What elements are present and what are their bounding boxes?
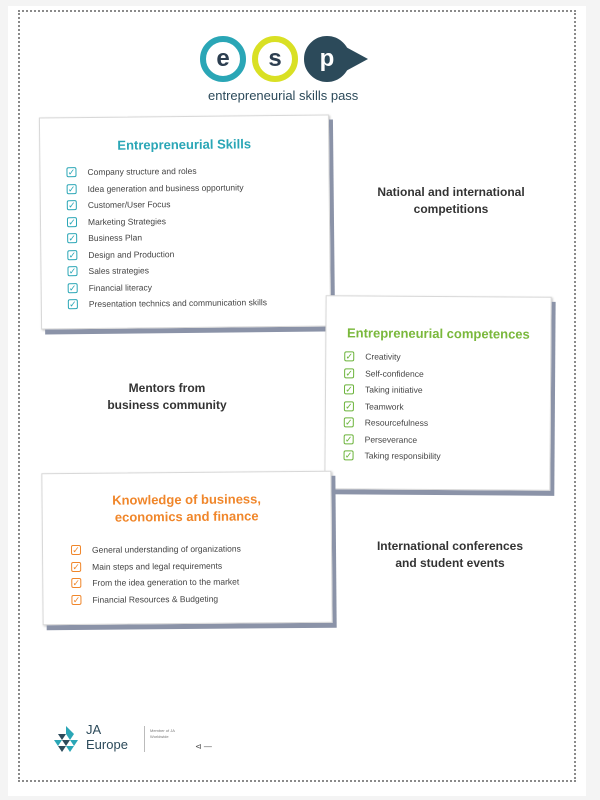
card-title: Entrepreneurial competences <box>346 325 530 342</box>
list-item-label: Design and Production <box>88 248 175 260</box>
arrow-icon: ⊲ — <box>195 742 212 751</box>
list-item-label: Idea generation and business opportunity <box>87 182 244 194</box>
ja-text-line-1: JA <box>86 722 102 737</box>
checkbox-checked-icon: ✓ <box>344 434 353 445</box>
knowledge-list <box>71 541 241 608</box>
card-title-line-1: Knowledge of business, <box>112 491 262 508</box>
list-item-label: Presentation technics and communication skills <box>88 297 268 310</box>
mentors-line-1: Mentors from <box>128 381 206 395</box>
checkbox-checked-icon: ✓ <box>68 266 77 277</box>
conferences-line-2: and student events <box>395 556 505 570</box>
list-item-label: Main steps and legal requirements <box>92 560 223 572</box>
list-item-label: Taking initiative <box>364 384 423 396</box>
list-item <box>344 447 441 464</box>
logo-letter-p: p <box>304 36 350 82</box>
mentors-line-2: business community <box>107 398 227 412</box>
list-item-label: Creativity <box>365 351 401 362</box>
checkbox-checked-icon: ✓ <box>344 417 353 428</box>
competences-list <box>344 348 442 464</box>
list-item-label: Sales strategies <box>88 265 150 277</box>
skills-list <box>66 162 267 313</box>
list-item <box>344 348 441 365</box>
member-of-ja-worldwide-text: Member of JA Worldwide <box>150 728 175 739</box>
logo-tagline: entrepreneurial skills pass <box>208 88 359 103</box>
list-item <box>344 365 441 382</box>
list-item <box>71 541 241 559</box>
entrepreneurial-competences-card <box>324 295 551 491</box>
list-item <box>66 162 265 181</box>
checkbox-checked-icon: ✓ <box>72 594 81 605</box>
knowledge-business-card <box>41 471 332 626</box>
list-item <box>344 414 441 431</box>
checkbox-checked-icon: ✓ <box>72 578 81 589</box>
list-item-label: Perseverance <box>364 434 418 445</box>
list-item <box>68 278 267 297</box>
list-item-label: Company structure and roles <box>87 166 197 178</box>
list-item-label: General understanding of organizations <box>91 543 241 556</box>
list-item-label: Teamwork <box>364 401 404 412</box>
list-item-label: Business Plan <box>88 232 143 244</box>
checkbox-checked-icon: ✓ <box>345 368 353 379</box>
footer-divider <box>144 726 145 752</box>
checkbox-checked-icon: ✓ <box>345 351 354 362</box>
ja-europe-wordmark <box>86 722 128 752</box>
checkbox-checked-icon: ✓ <box>67 183 76 194</box>
checkbox-checked-icon: ✓ <box>68 249 77 260</box>
ja-text-line-2: Europe <box>86 737 128 752</box>
list-item <box>71 590 241 608</box>
checkbox-checked-icon: ✓ <box>344 450 353 461</box>
list-item <box>67 195 266 214</box>
mentors-text <box>92 380 242 414</box>
list-item <box>68 294 267 313</box>
logo-letter-e: e <box>200 36 246 82</box>
list-item <box>344 398 441 415</box>
conferences-line-1: International conferences <box>376 539 524 553</box>
ja-triangles-icon <box>50 724 82 756</box>
checkbox-checked-icon: ✓ <box>68 282 77 293</box>
checkbox-checked-icon: ✓ <box>345 384 353 395</box>
list-item-label: Financial Resources & Budgeting <box>92 593 219 605</box>
checkbox-checked-icon: ✓ <box>68 216 76 227</box>
list-item-label: Customer/User Focus <box>87 199 171 211</box>
competitions-line-2: competitions <box>413 202 489 216</box>
list-item-label: Financial literacy <box>88 282 153 293</box>
list-item <box>67 212 266 231</box>
checkbox-checked-icon: ✓ <box>67 200 76 211</box>
card-title <box>43 490 331 527</box>
list-item <box>67 228 266 247</box>
list-item-label: Marketing Strategies <box>87 215 166 227</box>
logo-arrow-tip-icon <box>344 46 368 72</box>
ja-europe-logo <box>50 722 250 756</box>
checkbox-checked-icon: ✓ <box>68 233 76 244</box>
list-item-label: Resourcefulness <box>364 417 429 429</box>
esp-logo-circles <box>200 32 400 88</box>
logo-letter-s: s <box>252 36 298 82</box>
list-item <box>344 431 441 448</box>
esp-logo <box>200 32 400 112</box>
entrepreneurial-skills-card <box>39 114 331 329</box>
checkbox-checked-icon: ✓ <box>72 545 80 556</box>
card-title: Entrepreneurial Skills <box>117 136 252 153</box>
list-item <box>344 381 441 398</box>
list-item-label: Taking responsibility <box>364 450 441 462</box>
list-item-label: Self-confidence <box>365 368 424 379</box>
list-item <box>67 245 266 264</box>
checkbox-checked-icon: ✓ <box>345 401 353 412</box>
checkbox-checked-icon: ✓ <box>67 167 76 178</box>
card-title-line-2: economics and finance <box>114 508 259 525</box>
list-item <box>71 557 241 575</box>
conferences-text <box>360 538 540 572</box>
competitions-text <box>366 184 536 218</box>
competitions-line-1: National and international <box>377 185 525 199</box>
list-item <box>67 261 266 280</box>
list-item <box>71 574 241 592</box>
checkbox-checked-icon: ✓ <box>72 561 80 572</box>
checkbox-checked-icon: ✓ <box>69 299 77 310</box>
list-item <box>67 179 266 198</box>
list-item-label: From the idea generation to the market <box>92 576 240 589</box>
